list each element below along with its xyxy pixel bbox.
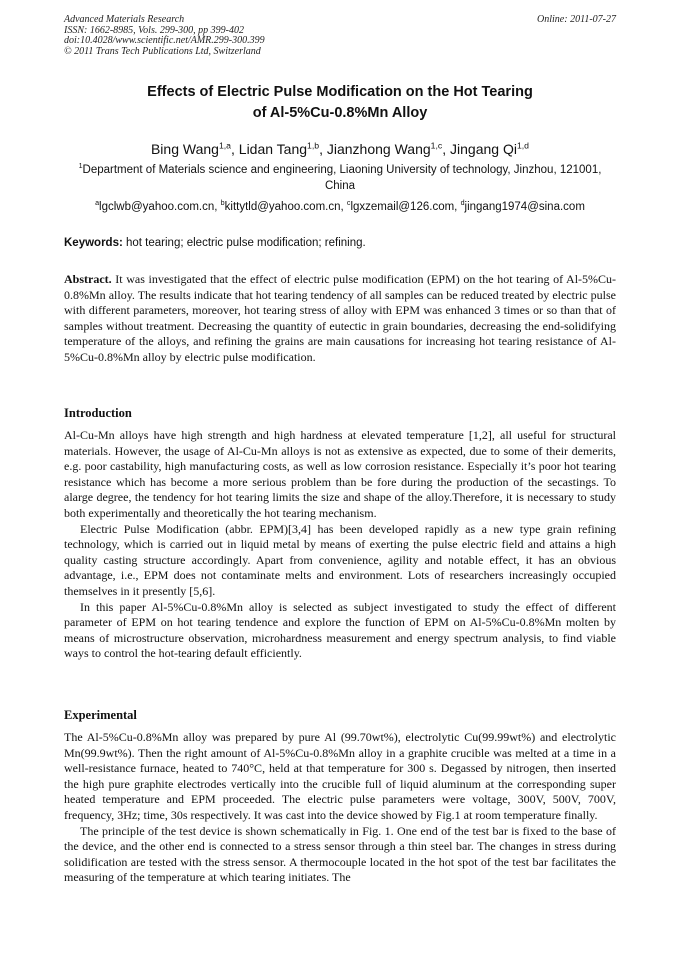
introduction-section [64,428,616,662]
paragraph: The principle of the test device is shown schematically in Fig. 1. One end of the test bar is fixed to the base of the device, and the other end is connected to a stress sensor through a thin steel bar. The changes in stress during solidification are tested with the stress sensor. A thermocouple located in the hot spot of the test bar facilitates the measuring of the temperature at which tearing initiates. The [64,823,616,885]
author-name: Jingang Qi [450,141,517,157]
experimental-heading: Experimental [64,708,137,722]
author-name: Bing Wang [150,141,219,157]
author-sup: 1,d [516,140,530,151]
email-sup: c [346,199,351,208]
paragraph: In this paper Al-5%Cu-0.8%Mn alloy is selected as subject investigated to study the effect of different parameter of EPM on hot tearing tendence and explore the function of EPM on Al-5%Cu-0.8%Mn molten by means of microstructure observation, microhardness measurement and energy spectrum analysis, to find viable ways to control the hot-tearing default efficiently. [64,599,616,661]
introduction-heading: Introduction [64,406,132,420]
title-line-1: Effects of Electric Pulse Modification on the Hot Tearing [147,84,533,100]
email-list: $^a$lgclwb@yahoo.com.cn, $^b$kittytld@yahoo.com.cn, $^c$lgxzemail@126.com, $^d$jingang1974@sina.com [95,199,585,213]
keywords-label: Keywords: [64,237,123,249]
author-list: Bing Wang$^{1,a}$, Lidan Tang$^{1,b}$, Jianzhong Wang$^{1,c}$, Jingang Qi$^{1,d}$ [150,140,530,157]
abstract-label: Abstract. [64,272,112,286]
journal-header [64,15,616,57]
email-sup: d [460,199,465,208]
affiliation-text: Department of Materials science and engineering, Liaoning University of technology, Jinzhou, 121001, China [82,164,602,192]
author-sup: 1,b [307,140,320,151]
email-sup: a [95,199,100,208]
copyright-line: © 2011 Trans Tech Publications Ltd, Switzerland [64,45,261,57]
email-address[interactable]: lgclwb@yahoo.com.cn [99,201,215,213]
paper-title [64,82,616,124]
paragraph: Electric Pulse Modification (abbr. EPM)[3,4] has been developed rapidly as a new type grain refining technology, which is carried out in liquid metal by means of exerting the pulse electric field and attains a high quality casting structure accordingly. Apart from convenience, agility and notable effect, it has an obvious advantage, i.e., EPM does not contaminate melts and environment. Lots of researchers increasingly occupied themselves in it presently [5,6]. [64,521,616,598]
keywords-text: hot tearing; electric pulse modification; refining. [126,237,366,249]
email-address[interactable]: kittytld@yahoo.com.cn [224,201,341,213]
email-sup: b [220,199,225,208]
doi-line: doi:10.4028/www.scientific.net/AMR.299-300.399 [64,35,265,46]
issn-line: ISSN: 1662-8985, Vols. 299-300, pp 399-402 [64,24,244,36]
affiliation-sup: 1 [78,162,83,171]
author-name: Jianzhong Wang [326,141,431,157]
experimental-section [64,730,616,886]
author-sup: 1,a [218,140,231,151]
journal-name: Advanced Materials Research [64,14,185,25]
abstract [64,272,616,366]
abstract-text: It was investigated that the effect of electric pulse modification (EPM) on the hot tearing of Al-5%Cu-0.8%Mn alloy. The results indicate that hot tearing tendency of all samples can be reduced treated by electric pulse with different parameters, moreover, hot tearing stress of alloy with EPM was enhanced 3 times or so than that of samples without treatment. Decreasing the quantity of eutectic in grain boundaries, decreasing the end-solidifying temperature of the alloys, and refining the grains are main causations for increasing hot tearing resistance of Al-5%Cu-0.8%Mn alloy by electric pulse modification. [64,272,617,364]
paragraph: Al-Cu-Mn alloys have high strength and high hardness at elevated temperature [1,2], all useful for structural materials. However, the usage of Al-Cu-Mn alloys is not as extensive as expected, due to some of their demerits, e.g. poor castability, high manufacturing costs, as well as low corrosion resistance. Especially it’s poor hot tearing resistance which has become a more serious problem than be fore during the production of the secastings. To alarge degree, the tendency for hot tearing limits the size and shape of the alloy.Therefore, it is necessary to study both experimentally and theoretically the hot tearing mechanism. [64,428,616,520]
paragraph: The Al-5%Cu-0.8%Mn alloy was prepared by pure Al (99.70wt%), electrolytic Cu(99.99wt%) and electrolytic Mn(99.9wt%). Then the right amount of Al-5%Cu-0.8%Mn alloy in a graphite crucible was melted at a time in a well-resistance furnace, heated to 740°C, held at that temperature for 300 s. Degassed by nitrogen, then inserted the high pure graphite electrodes vertically into the crucible full of liquid aluminum at the corresponding super heated temperature and EPM proceeded. The electric pulse parameters were voltage, 300V, 500V, 700V, frequency, 3Hz; time, 30s respectively. It was cast into the device showed by Fig.1 at room temperature finally. [64,730,616,822]
email-address[interactable]: lgxzemail@126.com [350,201,455,213]
affiliation [76,163,604,194]
author-sup: 1,c [430,140,443,151]
keywords [64,236,616,251]
title-line-2: of Al-5%Cu-0.8%Mn Alloy [252,105,428,121]
email-address[interactable]: jingang1974@sina.com [464,201,585,213]
author-name: Lidan Tang [238,141,308,157]
online-date: Online: 2011-07-27 [537,14,616,25]
